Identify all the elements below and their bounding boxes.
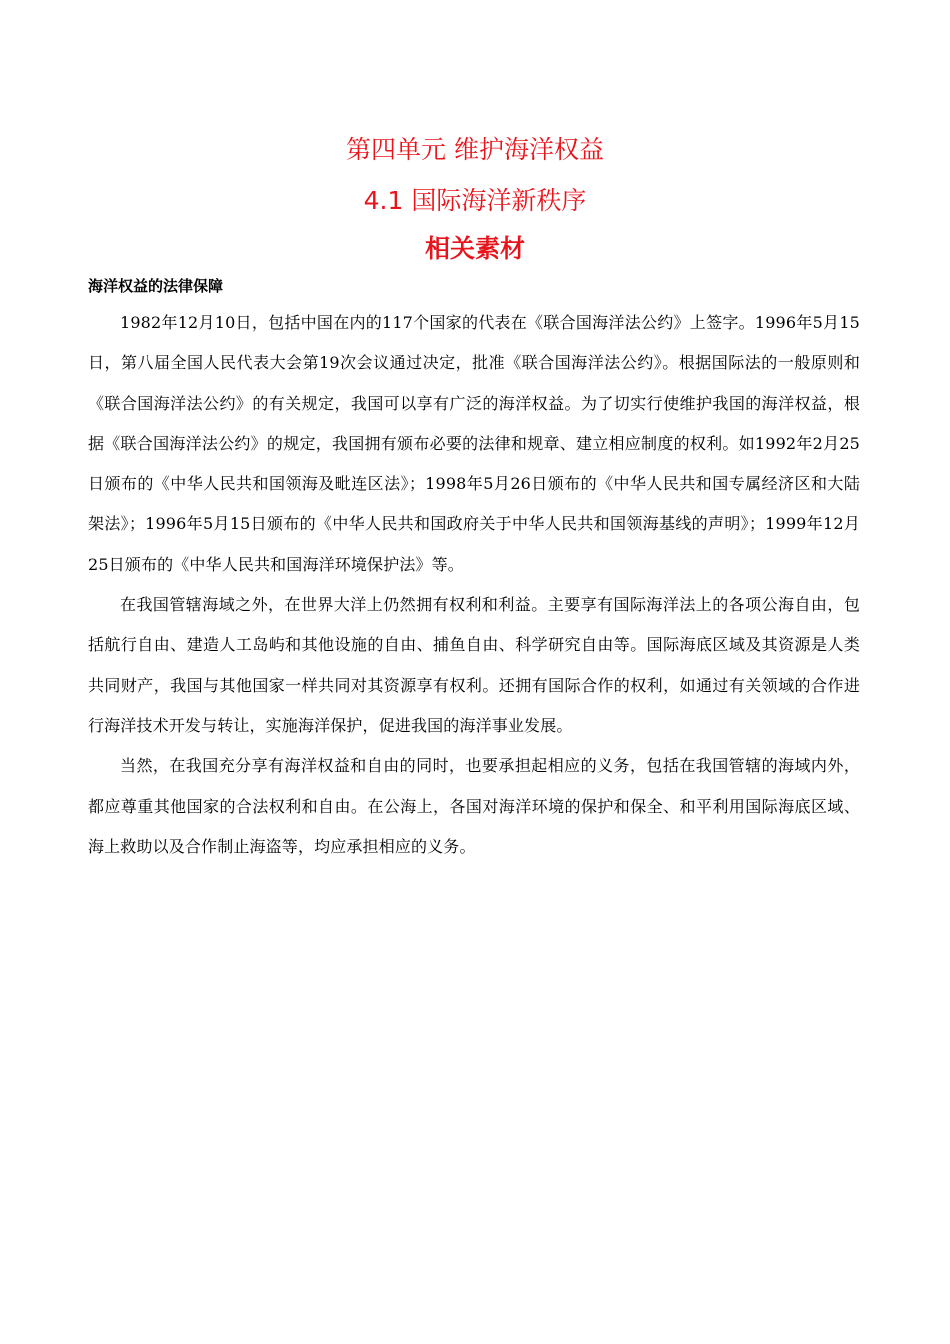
unit-title: 第四单元 维护海洋权益 [346, 135, 604, 164]
section-heading: 海洋权益的法律保障 [88, 277, 224, 295]
body-text [88, 303, 860, 867]
paragraph-1: 1982年12月10日，包括中国在内的117个国家的代表在《联合国海洋法公约》上签字。1996年5月15日，第八届全国人民代表大会第19次会议通过决定，批准《联合国海洋法公约》。根据国际法的一般原则和《联合国海洋法公约》的有关规定，我国可以享有广泛的海洋权益。为了切实行使维护我国的海洋权益，根据《联合国海洋法公约》的规定，我国拥有颁布必要的法律和规章、建立相应制度的权利。如1992年2月25日颁布的《中华人民共和国领海及毗连区法》；1998年5月26日颁布的《中华人民共和国专属经济区和大陆架法》；1996年5月15日颁布的《中华人民共和国政府关于中华人民共和国领海基线的声明》；1999年12月25日颁布的《中华人民共和国海洋环境保护法》等。 [88, 313, 860, 574]
paragraph-2: 在我国管辖海域之外，在世界大洋上仍然拥有权利和利益。主要享有国际海洋法上的各项公海自由，包括航行自由、建造人工岛屿和其他设施的自由、捕鱼自由、科学研究自由等。国际海底区域及其资源是人类共同财产，我国与其他国家一样共同对其资源享有权利。还拥有国际合作的权利，如通过有关领域的合作进行海洋技术开发与转让，实施海洋保护，促进我国的海洋事业发展。 [88, 595, 860, 735]
paragraph-3: 当然，在我国充分享有海洋权益和自由的同时，也要承担起相应的义务，包括在我国管辖的海域内外，都应尊重其他国家的合法权利和自由。在公海上，各国对海洋环境的保护和保全、和平利用国际海底区域、海上救助以及合作制止海盗等，均应承担相应的义务。 [88, 756, 860, 856]
lesson-title: 4.1 国际海洋新秩序 [363, 186, 587, 215]
material-title: 相关素材 [424, 234, 525, 263]
